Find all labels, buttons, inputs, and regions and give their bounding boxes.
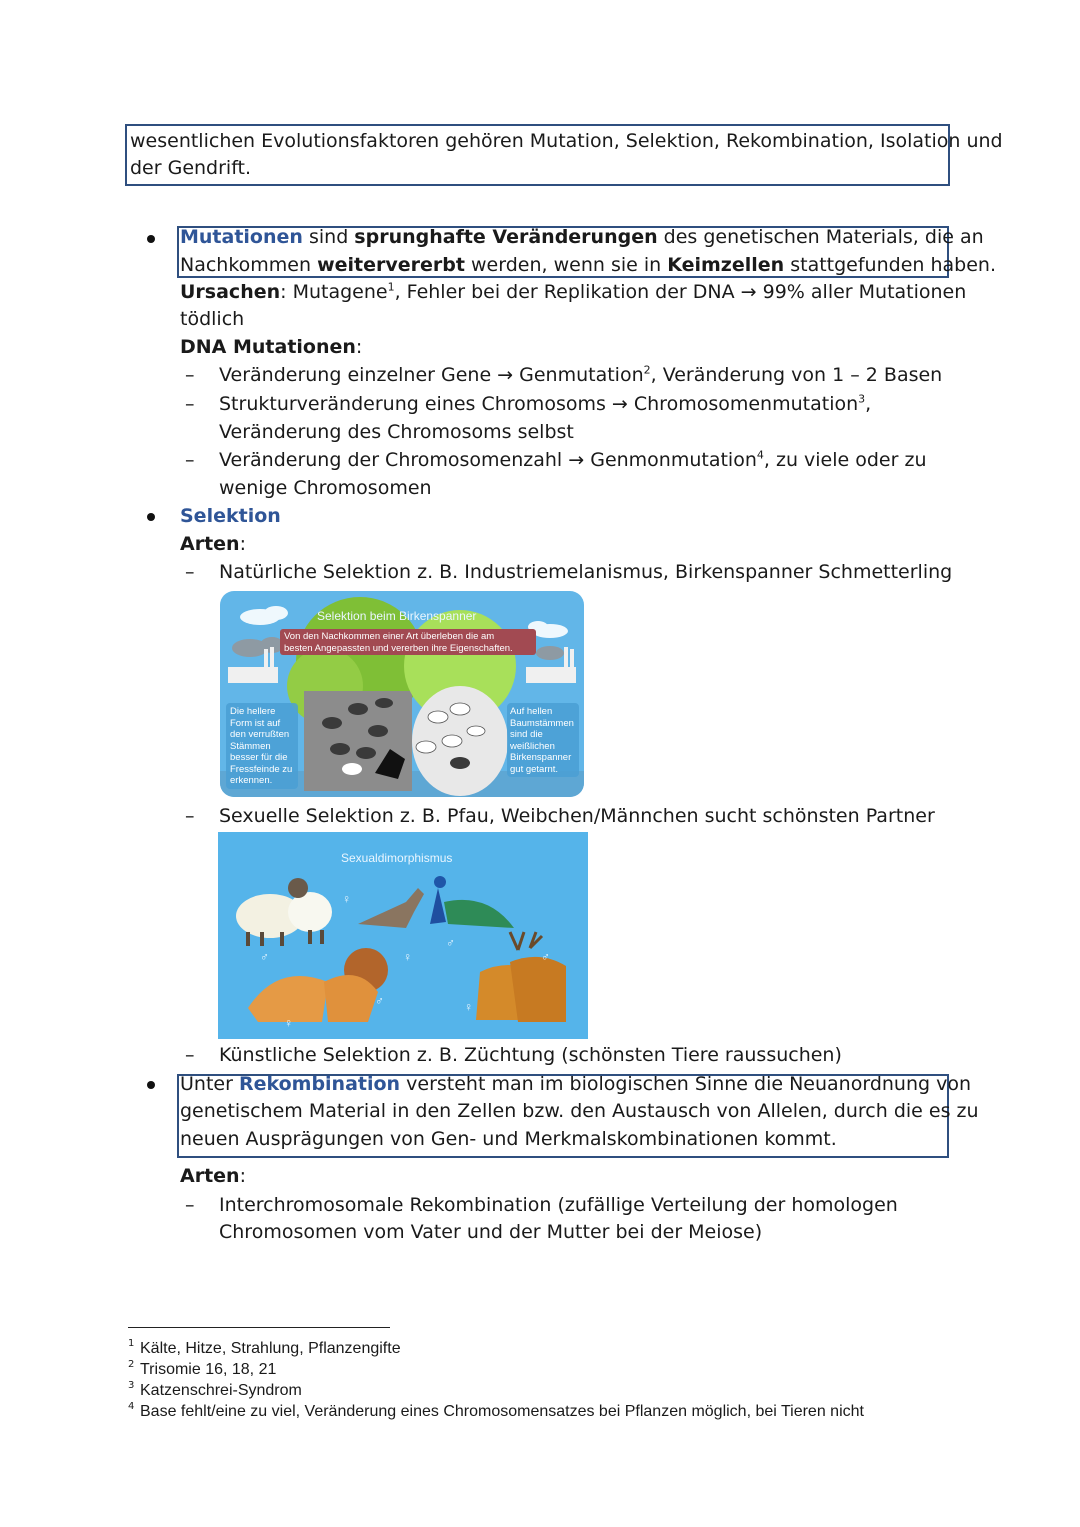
dash-1: – <box>185 364 195 386</box>
bullet-mutation <box>147 235 155 243</box>
birkenspanner-left-text: Die hellere Form ist auf den verrußten Stämmen besser für die Fressfeinde zu erkennen. <box>230 706 293 786</box>
dna-item-1: Veränderung einzelner Gene → Genmutation$^2$, Veränderung von 1 – 2 Basen <box>219 363 943 386</box>
rekombination-line-2: genetischem Material in den Zellen bzw. den Austausch von Allelen, durch die es zu <box>180 1100 979 1122</box>
female-symbol-peahen: ♀ <box>403 950 412 964</box>
selektion-item-natural: Natürliche Selektion z. B. Industriemelanismus, Birkenspanner Schmetterling <box>219 561 953 583</box>
rekombination-line-1: Unter Rekombination versteht man im biologischen Sinne die Neuanordnung von <box>180 1073 972 1095</box>
bullet-rekombination <box>147 1081 155 1089</box>
birkenspanner-figure <box>220 591 584 797</box>
rekombination-line-3: neuen Ausprägungen von Gen- und Merkmalskombinationen kommt. <box>180 1128 837 1150</box>
footnote-ref-2: 2 <box>643 363 651 377</box>
dash-7: – <box>185 1194 195 1216</box>
selektion-arten-label: Arten: <box>180 533 246 555</box>
sexualdimorphismus-figure <box>218 832 588 1039</box>
footnote-ref-1: 1 <box>387 280 395 294</box>
dash-4: – <box>185 561 195 583</box>
mutation-causes-line-2: tödlich <box>180 308 245 330</box>
female-symbol-lion: ♀ <box>284 1016 293 1030</box>
female-symbol-deer: ♀ <box>464 1000 473 1014</box>
causes-label: Ursachen <box>180 281 281 303</box>
dash-3: – <box>185 449 195 471</box>
intro-box <box>125 124 1003 186</box>
mutation-term: Mutationen <box>180 226 303 248</box>
intro-line-2: der Gendrift. <box>130 157 252 179</box>
footnotes <box>128 1338 1028 1422</box>
footnote-ref-3: 3 <box>858 392 866 406</box>
mutation-definition-line-2: Nachkommen weitervererbt werden, wenn sie in Keimzellen stattgefunden haben. <box>180 254 996 276</box>
dash-6: – <box>185 1044 195 1066</box>
footnote-1: 1 Kälte, Hitze, Strahlung, Pflanzengifte <box>128 1338 401 1357</box>
rekombination-item-1: Interchromosomale Rekombination (zufällige Verteilung der homologen <box>219 1194 898 1216</box>
footnote-2: 2 Trisomie 16, 18, 21 <box>128 1359 277 1378</box>
dna-item-2-line-2: Veränderung des Chromosoms selbst <box>219 421 574 443</box>
sexualdimorphismus-title: Sexualdimorphismus <box>341 851 453 865</box>
dna-item-3-line-2: wenige Chromosomen <box>219 477 432 499</box>
mutation-causes-line-1: Ursachen: Mutagene$^1$, Fehler bei der Replikation der DNA → 99% aller Mutationen <box>180 280 967 303</box>
dash-2: – <box>185 393 195 415</box>
rekombination-term: Rekombination <box>238 1073 401 1095</box>
footnote-separator <box>128 1327 390 1328</box>
footnote-4: 4 Base fehlt/eine zu viel, Veränderung eines Chromosomensatzes bei Pflanzen möglich, bei Tieren nicht <box>128 1401 864 1420</box>
male-symbol-deer: ♂ <box>541 950 550 964</box>
rekombination-arten-label: Arten: <box>180 1165 246 1187</box>
birkenspanner-banner: Von den Nachkommen einer Art überleben die am besten Angepassten und vererben ihre Eigenschaften. <box>284 631 513 654</box>
male-symbol-peacock: ♂ <box>446 936 455 950</box>
birkenspanner-right-text: Auf hellen Baumstämmen sind die weißlichen Birkenspanner gut getarnt. <box>510 706 574 775</box>
intro-line-1: wesentlichen Evolutionsfaktoren gehören Mutation, Selektion, Rekombination, Isolation und <box>130 130 1003 152</box>
dash-5: – <box>185 805 195 827</box>
bullet-selektion <box>147 513 155 521</box>
footnote-ref-4: 4 <box>756 448 764 462</box>
dna-item-2: Strukturveränderung eines Chromosoms → Chromosomenmutation$^3$, <box>219 392 872 415</box>
footnote-3: 3 Katzenschrei-Syndrom <box>128 1380 302 1399</box>
selektion-item-artificial: Künstliche Selektion z. B. Züchtung (schönsten Tiere raussuchen) <box>219 1044 842 1066</box>
rekombination-item-1-line-2: Chromosomen vom Vater und der Mutter bei der Meiose) <box>219 1221 763 1243</box>
mutation-definition-line-1: Mutationen sind sprunghafte Veränderungen des genetischen Materials, die an <box>180 226 984 248</box>
selektion-heading: Selektion <box>180 505 281 527</box>
female-symbol-sheep: ♀ <box>342 892 351 906</box>
selektion-item-sexual: Sexuelle Selektion z. B. Pfau, Weibchen/Männchen sucht schönsten Partner <box>219 805 935 827</box>
male-symbol-lion: ♂ <box>375 994 384 1008</box>
dna-mutation-heading: DNA Mutationen: <box>180 336 363 358</box>
male-symbol-sheep: ♂ <box>260 950 269 964</box>
dna-item-3: Veränderung der Chromosomenzahl → Genmonmutation$^4$, zu viele oder zu <box>219 448 927 471</box>
birkenspanner-title: Selektion beim Birkenspanner <box>317 609 477 623</box>
